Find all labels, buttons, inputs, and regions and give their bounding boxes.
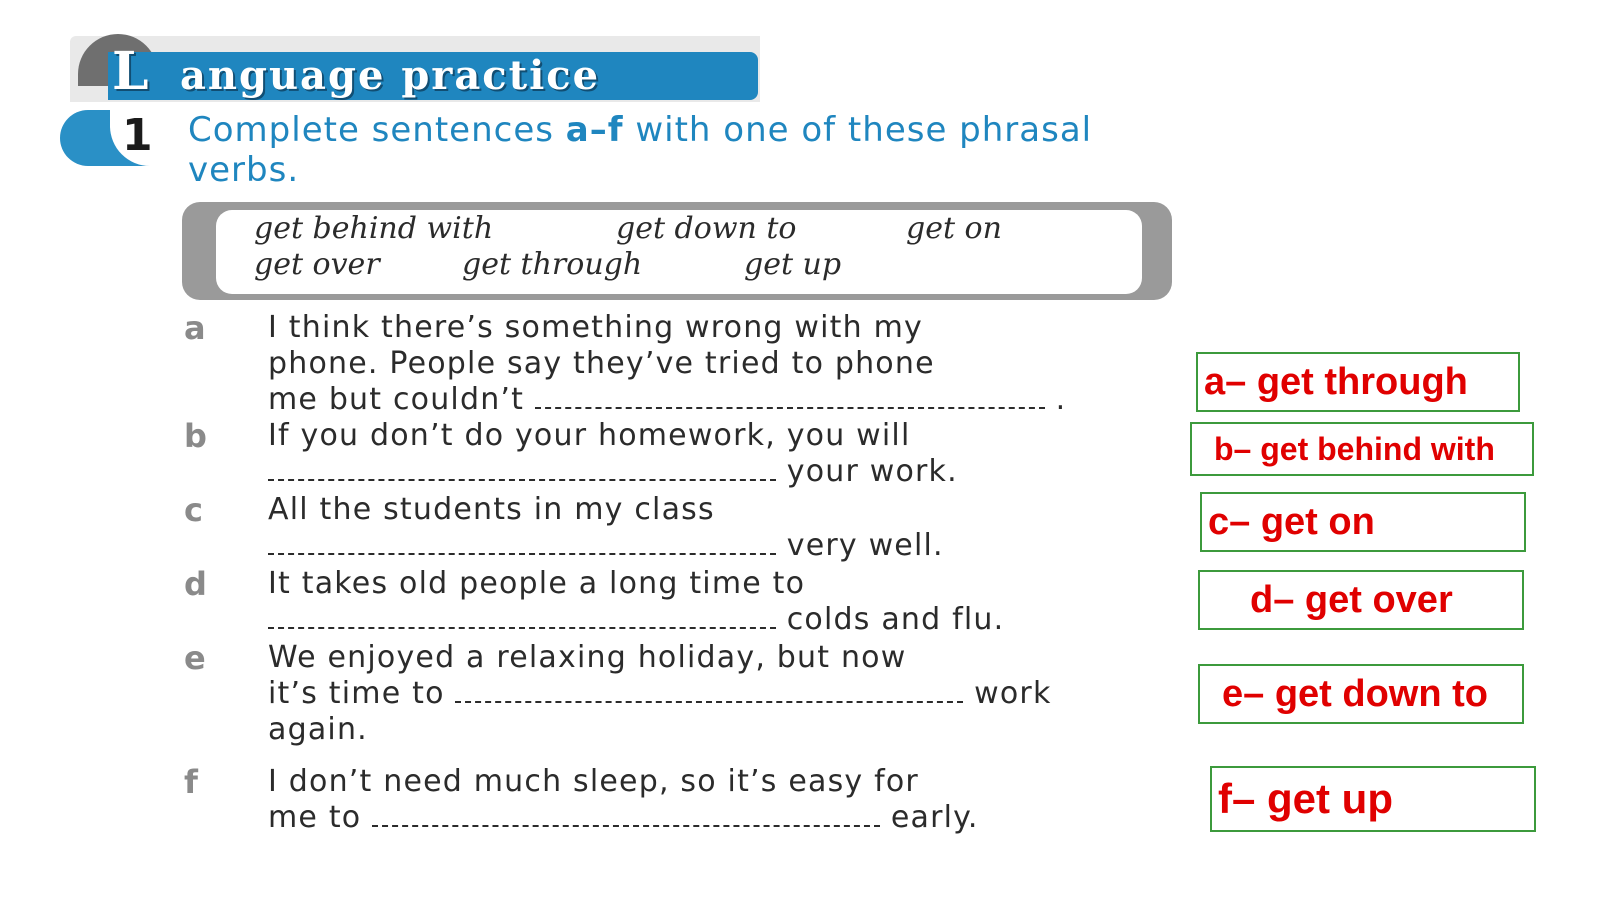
sentence-line: It takes old people a long time to [268, 566, 806, 601]
banner-initial: L [112, 41, 149, 102]
sentence-line-end [268, 800, 1198, 836]
item-letter: d [184, 565, 207, 603]
sentence-f [268, 764, 1198, 836]
sentence-line: If you don’t do your homework, you will [268, 418, 911, 453]
answer-text: a– get through [1204, 360, 1468, 403]
sentence-d [268, 566, 1198, 638]
answer-text: e– get down to [1222, 672, 1488, 715]
item-letter: e [184, 639, 206, 677]
sentence-a [268, 310, 1198, 418]
word-option: get down to [616, 211, 797, 246]
sentence-b [268, 418, 1198, 490]
answer-text: f– get up [1218, 775, 1393, 822]
sentence-line: again. [268, 712, 368, 747]
answer-blank [535, 385, 1045, 409]
answer-text: c– get on [1208, 500, 1375, 543]
answer-blank [372, 803, 880, 827]
section-title: anguage practice [180, 52, 601, 99]
answer-box-b [1190, 422, 1534, 476]
sentence-ending: early. [880, 800, 979, 835]
sentence-line: I don’t need much sleep, so it’s easy for [268, 764, 919, 799]
sentence-c [268, 492, 1198, 564]
answer-box-d [1198, 570, 1524, 630]
sentence-line: We enjoyed a relaxing holiday, but now [268, 640, 907, 675]
answer-blank [268, 457, 776, 481]
answer-box-e [1198, 664, 1524, 724]
word-option: get up [744, 247, 842, 282]
item-letter: f [184, 763, 198, 801]
sentence-e [268, 640, 1198, 748]
sentence-line-end [268, 454, 1198, 490]
sentence-ending: . [1044, 382, 1067, 417]
sentence-line-end [268, 528, 1198, 564]
sentence-ending: very well. [776, 528, 944, 563]
item-letter: b [184, 417, 207, 455]
sentence-ending: your work. [776, 454, 958, 489]
sentence-line: phone. People say they’ve tried to phone [268, 346, 935, 381]
item-letter: a [184, 309, 206, 347]
sentence-line: it’s time to [268, 676, 445, 711]
item-letter: c [184, 491, 203, 529]
answer-box-f [1210, 766, 1536, 832]
answer-text: b– get behind with [1214, 430, 1495, 467]
answer-box-a [1196, 352, 1520, 412]
answer-blank [455, 679, 963, 703]
instruction-text: Complete sentences [188, 110, 566, 150]
sentence-line: All the students in my class [268, 492, 715, 527]
answer-text: d– get over [1250, 578, 1453, 621]
sentence-line: me to [268, 800, 362, 835]
word-option: get behind with [254, 211, 494, 246]
sentence-line: me but couldn’t [268, 382, 525, 417]
answer-blank [268, 531, 776, 555]
answer-blank [268, 605, 776, 629]
exercise-number: 1 [122, 110, 153, 161]
exercise-instruction [188, 110, 1198, 190]
sentence-line-end [268, 602, 1198, 638]
word-option: get on [906, 211, 1002, 246]
word-option: get through [462, 247, 643, 282]
sentence-line-end [268, 676, 1198, 712]
instruction-range: a–f [565, 110, 624, 150]
sentence-line: I think there’s something wrong with my [268, 310, 923, 345]
answer-box-c [1200, 492, 1526, 552]
sentence-ending: colds and flu. [776, 602, 1005, 637]
sentence-ending: work [963, 676, 1052, 711]
sentence-line-end [268, 382, 1198, 418]
word-option: get over [254, 247, 380, 282]
instruction-text-end: with one of these phrasal verbs. [188, 110, 1093, 190]
